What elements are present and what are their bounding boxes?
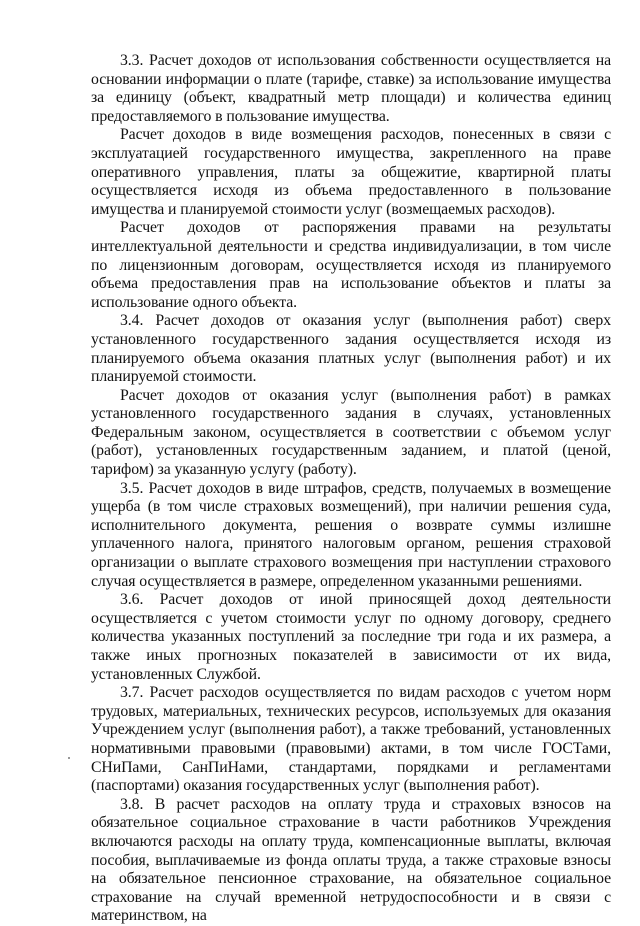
paragraph-ip-rights-income: Расчет доходов от распоряжения правами на результаты интеллектуальной деятельности и средства индивидуализации, в том числе по лицензионным договорам, осуществляется исходя из планируемого объема предоставления прав на использование объектов и платы за использование одного объекта. <box>91 219 611 311</box>
paragraph-state-assignment-income: Расчет доходов от оказания услуг (выполнения работ) в рамках установленного государственного задания в случаях, установленных Федеральным законом, осуществляется в соответствии с объемом услуг (работ), установленных государственным заданием, и платой (ценой, тарифом) за указанную услугу (работу). <box>91 386 611 479</box>
document-body <box>91 52 611 926</box>
paragraph-3-7: 3.7. Расчет расходов осуществляется по видам расходов с учетом норм трудовых, материальных, технических ресурсов, используемых для оказания Учреждением услуг (выполнения работ), а также требований, установленных нормативными правовыми (правовыми) актами, в том числе ГОСТами, СНиПами, СанПиНами, стандартами, порядками и регламентами (паспортами) оказания государственных услуг (выполнения работ). <box>91 684 611 795</box>
paragraph-3-6: 3.6. Расчет доходов от иной приносящей доход деятельности осуществляется с учетом стоимости услуг по одному договору, среднего количества указанных поступлений за последние три года и их размера, а также иных прогнозных показателей в зависимости от их вида, установленных Службой. <box>91 591 611 683</box>
paragraph-3-8: 3.8. В расчет расходов на оплату труда и страховых взносов на обязательное социальное страхование в части работников Учреждения включаются расходы на оплату труда, компенсационные выплаты, включая пособия, выплачиваемые из фонда оплаты труда, а также страховые взносы на обязательное пенсионное страхование, на обязательное социальное страхование на случай временной нетрудоспособности и в связи с материнством, на <box>91 795 611 925</box>
scan-speck <box>68 757 70 759</box>
paragraph-3-5: 3.5. Расчет доходов в виде штрафов, средств, получаемых в возмещение ущерба (в том числе страховых возмещений), при наличии решения суда, исполнительного документа, решения о возврате суммы излишне уплаченного налога, принятого налоговым органом, решения страховой организации о выплате страхового возмещения при наступлении страхового случая осуществляется в размере, определенном указанными решениями. <box>91 479 611 590</box>
paragraph-3-3: 3.3. Расчет доходов от использования собственности осуществляется на основании информации о плате (тарифе, ставке) за использование имущества за единицу (объект, квадратный метр площади) и количества единиц предоставляемого в пользование имущества. <box>91 52 611 125</box>
paragraph-3-4: 3.4. Расчет доходов от оказания услуг (выполнения работ) сверх установленного государственного задания осуществляется исходя из планируемого объема оказания платных услуг (выполнения работ) и их планируемой стоимости. <box>91 312 611 386</box>
paragraph-compensation-income: Расчет доходов в виде возмещения расходов, понесенных в связи с эксплуатацией государственного имущества, закрепленного на праве оперативного управления, платы за общежитие, квартирной платы осуществляется исходя из объема предоставленного в пользование имущества и планируемой стоимости услуг (возмещаемых расходов). <box>91 126 611 218</box>
